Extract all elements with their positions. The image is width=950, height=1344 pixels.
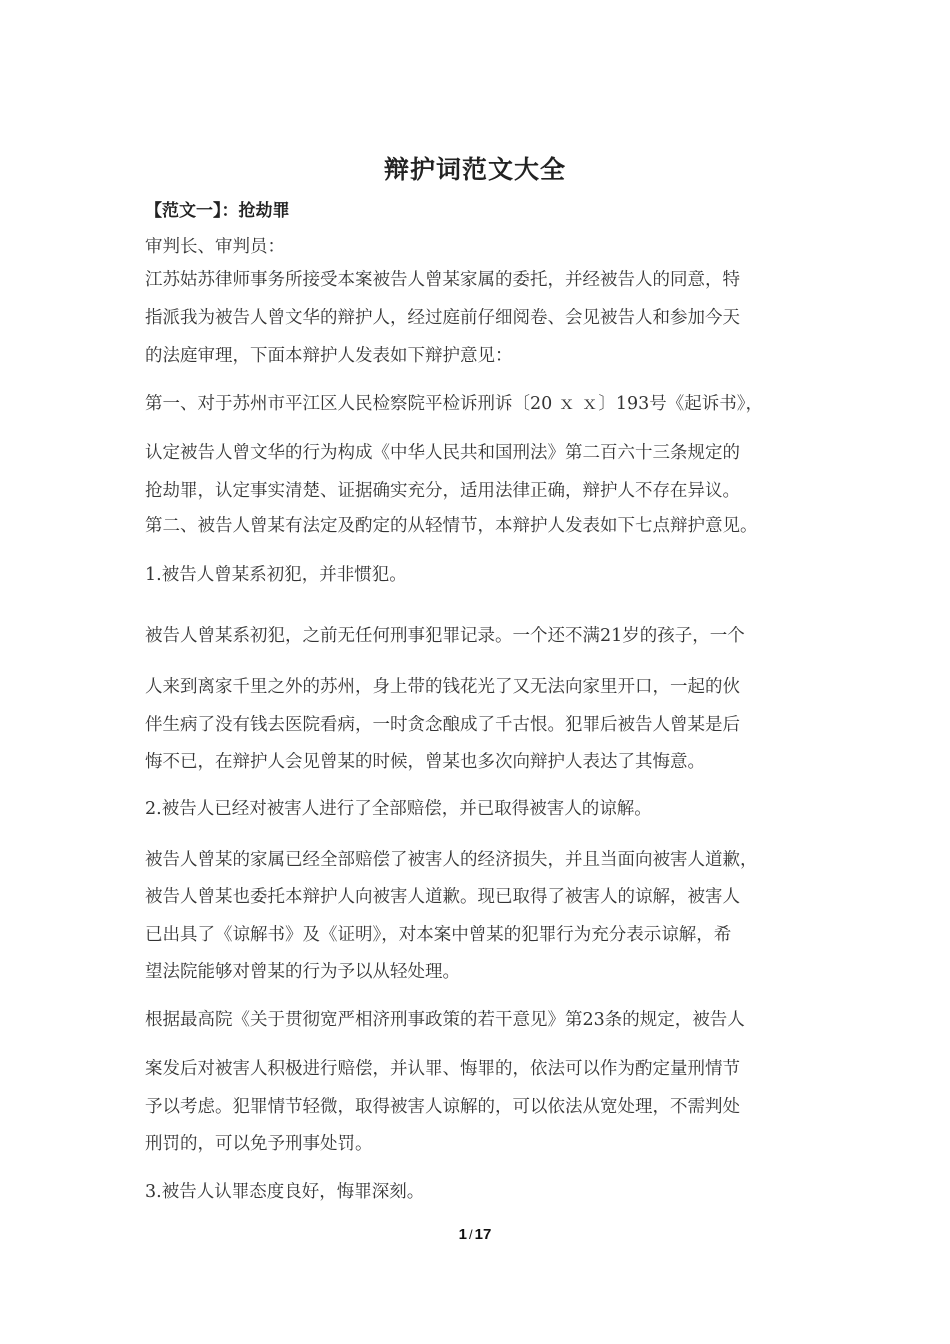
body-line: 悔不已，在辩护人会见曾某的时候，曾某也多次向辩护人表达了其悔意。 [145,752,705,772]
body-line: 第二、被告人曾某有法定及酌定的从轻情节，本辩护人发表如下七点辩护意见。 [145,516,758,536]
section-heading: 【范文一】：抢劫罪 [145,201,290,221]
list-item-heading: 2.被告人已经对被害人进行了全部赔偿，并已取得被害人的谅解。 [145,799,652,819]
body-line: 抢劫罪，认定事实清楚、证据确实充分，适用法律正确，辩护人不存在异议。 [145,481,740,501]
page-separator: / [469,1227,473,1242]
body-line: 被告人曾某系初犯，之前无任何刑事犯罪记录。一个还不满21岁的孩子，一个 [145,626,745,646]
body-line: 案发后对被害人积极进行赔偿，并认罪、悔罪的，依法可以作为酌定量刑情节 [145,1059,740,1079]
body-line: 第一、对于苏州市平江区人民检察院平检诉刑诉〔20 ｘ ｘ〕193号《起诉书》， [145,394,764,414]
body-line: 伴生病了没有钱去医院看病，一时贪念酿成了千古恨。犯罪后被告人曾某是后 [145,715,740,735]
body-line: 人来到离家千里之外的苏州，身上带的钱花光了又无法向家里开口，一起的伙 [145,677,740,697]
list-item-heading: 3.被告人认罪态度良好，悔罪深刻。 [145,1182,425,1202]
body-line: 江苏姑苏律师事务所接受本案被告人曾某家属的委托，并经被告人的同意，特 [145,270,740,290]
body-line: 指派我为被告人曾文华的辩护人，经过庭前仔细阅卷、会见被告人和参加今天 [145,308,740,328]
list-item-heading: 1.被告人曾某系初犯，并非惯犯。 [145,565,407,585]
body-line: 的法庭审理，下面本辩护人发表如下辩护意见： [145,346,513,366]
page-number [0,1226,950,1243]
current-page-number: 1 [458,1226,468,1243]
body-line: 予以考虑。犯罪情节轻微，取得被害人谅解的，可以依法从宽处理，不需判处 [145,1097,740,1117]
body-line: 被告人曾某也委托本辩护人向被害人道歉。现已取得了被害人的谅解，被害人 [145,887,740,907]
document-title: 辩护词范文大全 [383,155,566,184]
body-line: 认定被告人曾文华的行为构成《中华人民共和国刑法》第二百六十三条规定的 [145,443,740,463]
body-line: 根据最高院《关于贯彻宽严相济刑事政策的若干意见》第23条的规定，被告人 [145,1010,745,1030]
body-line: 望法院能够对曾某的行为予以从轻处理。 [145,962,460,982]
body-line: 被告人曾某的家属已经全部赔偿了被害人的经济损失，并且当面向被害人道歉， [145,850,758,870]
total-pages-number: 17 [474,1226,492,1243]
body-line: 刑罚的，可以免予刑事处罚。 [145,1134,373,1154]
body-line: 已出具了《谅解书》及《证明》，对本案中曾某的犯罪行为充分表示谅解，希 [145,925,732,945]
body-line: 审判长、审判员： [145,237,285,257]
